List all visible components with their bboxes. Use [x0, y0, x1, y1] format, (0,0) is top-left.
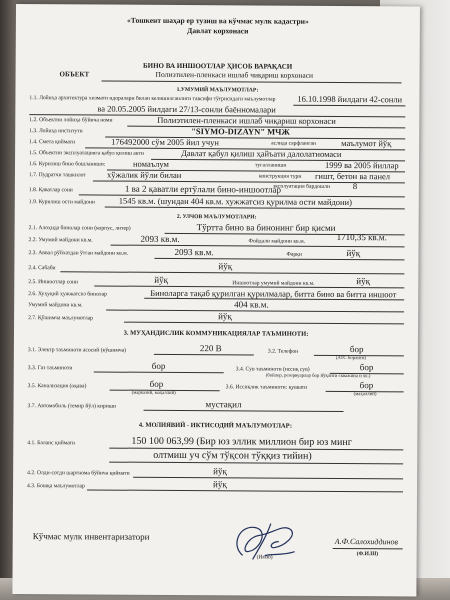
r11-value: 16.10.1998 йилдаги 42-сонли — [297, 93, 403, 105]
section1-title: 1.УМУМИЙ МАЪЛУМОТЛАР: — [176, 86, 259, 94]
r34-label: 3.4. Сув таъминоти (иссиқ сув) — [235, 366, 310, 373]
r17-label: 1.7. Пудратчи ташкилот — [28, 172, 86, 179]
r31-value: 220 В — [199, 343, 222, 354]
background-left-edge — [0, 0, 14, 600]
r23-value: 2093 кв.м. — [174, 246, 214, 258]
r26-value: Биноларга тақаб қурилган қурилмалар, битта бино ва битта иншоот — [150, 287, 397, 300]
r16-value: номаълум — [132, 158, 169, 169]
r43-line — [87, 489, 403, 492]
r22-line — [111, 245, 405, 248]
r17-value: хўжалик йўли билан — [106, 169, 182, 181]
r42-value: йўқ — [213, 466, 227, 477]
r19-line — [105, 207, 405, 210]
r32-value: бор — [349, 344, 364, 355]
r16-value2: 1999 ва 2005 йиллар — [324, 159, 399, 171]
r26-line — [144, 298, 404, 301]
r17-value3: 8 — [352, 181, 358, 192]
r37-line — [144, 410, 344, 412]
r18-value: 1 ва 2 қаватли ертўлали бино-иншоотлар — [124, 183, 282, 195]
r23-value2: йўқ — [346, 248, 361, 259]
r42-line — [133, 477, 403, 480]
r41-line2 — [109, 462, 403, 465]
r21-value: Тўртта бино ва бинонинг бир қисми — [196, 222, 336, 233]
inventory-label: Кўчмас мулк инвентаризатори — [32, 531, 150, 542]
r17-value2: гишт, бетон ва панел — [314, 170, 391, 182]
r24-line — [60, 271, 404, 274]
r11-label: 1.1. Лойиҳа архитектура хизмати идоралари билан келишилганлиги тавсифи тўғрисидаги маълумотлар — [29, 95, 276, 103]
r35-label: 3.5. Канализация (оқава) — [27, 383, 87, 390]
r36-sub: (маҳаллий) — [353, 392, 377, 398]
r14-value2: маълумот йўқ — [341, 137, 392, 149]
r17-mid: конструкция тури — [258, 173, 302, 180]
r41-value2: олтмиш уч сўм тўқсон тўққиз тийин) — [153, 449, 312, 462]
r14-label: 1.4. Смета қиймати — [29, 139, 76, 146]
r18-label: 1.8. Қаватлар сони — [28, 187, 73, 194]
org-type: Давлат корхонаси — [187, 26, 249, 36]
r34-value: бор — [359, 362, 374, 373]
r26-value2: 404 кв.м. — [234, 299, 269, 310]
r23-line — [154, 258, 404, 261]
r43-value: йўқ — [213, 479, 227, 490]
name-line — [333, 548, 403, 549]
org-name: «Тошкент шаҳар ер тузиш ва кўчмас мулк кадастри» — [127, 15, 309, 26]
r33-label: 3.3. Газ таъминоти — [27, 365, 73, 372]
r26-line2 — [106, 310, 404, 313]
r22-value2: 1710,35 кв.м. — [336, 231, 387, 243]
r36-value: бор — [359, 380, 374, 391]
r35-value: бор — [149, 378, 164, 389]
r11-line — [293, 105, 405, 107]
r27-label: 2.7. Қўшимча маълумотлар — [28, 315, 93, 322]
r14-mid: аслида сарфланган — [271, 140, 317, 147]
r17-mid2: эксплуатация бардошли — [272, 183, 330, 190]
document-sheet — [12, 4, 420, 596]
object-value: Полиэтилен-пленкаси ишлаб чиқариш корхонаси — [155, 69, 314, 80]
r16-label: 1.6. Курилиш бино бошланиши: — [29, 161, 106, 168]
r13-value: "SIYMO-DIZAYN" МЧЖ — [191, 126, 290, 137]
object-underline — [102, 81, 402, 84]
r16-mid: тугалланиши — [254, 162, 287, 169]
r42-label: 4.2. Олди-сотди шартнома бўйича қиймати — [27, 470, 130, 477]
r22-mid: Фойдали майдони кв.м. — [248, 238, 306, 245]
r27-line — [124, 322, 404, 325]
section3-title: 3. МУҲАНДИСЛИК КОММУНИКАЦИЯЛАР ТАЪМИНОТИ: — [123, 329, 309, 338]
r11-value2: ва 20.05.2005 йилдаги 27/13-сонли баённомалари — [97, 103, 276, 115]
r15-value: Давлат қабул қилиш ҳайъати далолатномаси — [181, 148, 342, 159]
r31-line — [154, 354, 254, 356]
r34-sub: (бойлер, резервуарлар бор йўқлиги скважина и хк.) — [265, 373, 371, 380]
r24-value: йўқ — [218, 261, 233, 272]
r19-label: 1.9. Курилиш ости майдони — [28, 199, 95, 206]
r43-label: 4.3. Бошқа маълумотлар — [27, 483, 85, 490]
r33-value: бор — [151, 360, 166, 371]
r13-label: 1.3. Лойиҳа институти — [29, 128, 83, 135]
r41-label: 4.1. Баланс қиймати — [27, 440, 76, 447]
r26-label2: Умумий майдони кв.м. — [28, 302, 83, 309]
r41-value: 150 100 063,99 (Бир юз эллик миллион бир юз минг — [131, 435, 352, 449]
doc-title: БИНО ВА ИНШООТЛАР ҲИСОБ ВАРАҚАСИ — [142, 61, 293, 71]
r27-value: йўқ — [218, 311, 232, 322]
r15-label: 1.5. Объектни эксплуатацияга қабул қилиш акти — [29, 150, 144, 157]
r25-value: йўқ — [154, 274, 169, 285]
r25-label: 2.5. Иншоотлар сони — [28, 279, 79, 286]
r32-label: 3.2. Телефон — [267, 348, 299, 355]
r25-value2: йўқ — [356, 276, 371, 287]
r37-label: 3.7. Автомобиль (темир йўл) кириши — [27, 403, 117, 410]
r12-label: 1.2. Объектни лойиҳа бўйича номи — [29, 117, 113, 124]
r24-label: 2.4. Сабаби — [28, 265, 56, 272]
r36-label: 3.6. Иссиқлик таъминоти: қуввати — [225, 384, 308, 391]
r26-label: 2.6. Хуҳуқий ҳужжатсиз бинолар — [28, 291, 107, 298]
r21-label: 2.1. Алоҳида бинолар сони (корпус, литер) — [28, 225, 131, 232]
r25-mid: Иншоотлар умумий майдони кв.м. — [232, 280, 315, 287]
sign-caption: (Имзо) — [256, 554, 273, 561]
inspector-name: А.Ф.Салохиддинов — [334, 536, 398, 547]
r32-sub: (АТС борлиги) — [335, 355, 367, 362]
r22-value: 2093 кв.м. — [140, 233, 180, 245]
r12-value: Полиэтилен-пленкаси ишлаб чиқариш корхонаси — [157, 114, 336, 126]
r33-line — [94, 371, 224, 373]
name-caption: (Ф.И.Ш) — [356, 551, 379, 558]
r37-value: мустақил — [205, 399, 242, 410]
r23-label: 2.3. Аввал рўйхатдан ўтган майдони кв.м. — [28, 250, 129, 257]
section4-title: 4. МОЛИЯВИЙ - ИКТИСОДИЙ МАЪЛУМОТЛАР: — [138, 421, 293, 430]
object-label: ОБЪЕКТ — [59, 70, 90, 79]
r22-label: 2.2. Умумий майдони кв.м. — [28, 237, 93, 244]
section2-title: 2. УЛЧОВ МАЪЛУМОТЛАРИ: — [176, 213, 257, 221]
r23-mid: Фарқи — [286, 251, 302, 258]
r35-sub: (марказий, маҳаллий) — [131, 390, 176, 396]
r31-label: 3.1. Электр таъминоти асосий (кўшимча) — [27, 347, 127, 354]
r19-value: 1545 кв.м. (шундан 404 кв.м. хужжатсиз қурилма ости майдони) — [118, 195, 352, 208]
r14-value: 176492000 сўм 2005 йил учун — [111, 136, 220, 148]
